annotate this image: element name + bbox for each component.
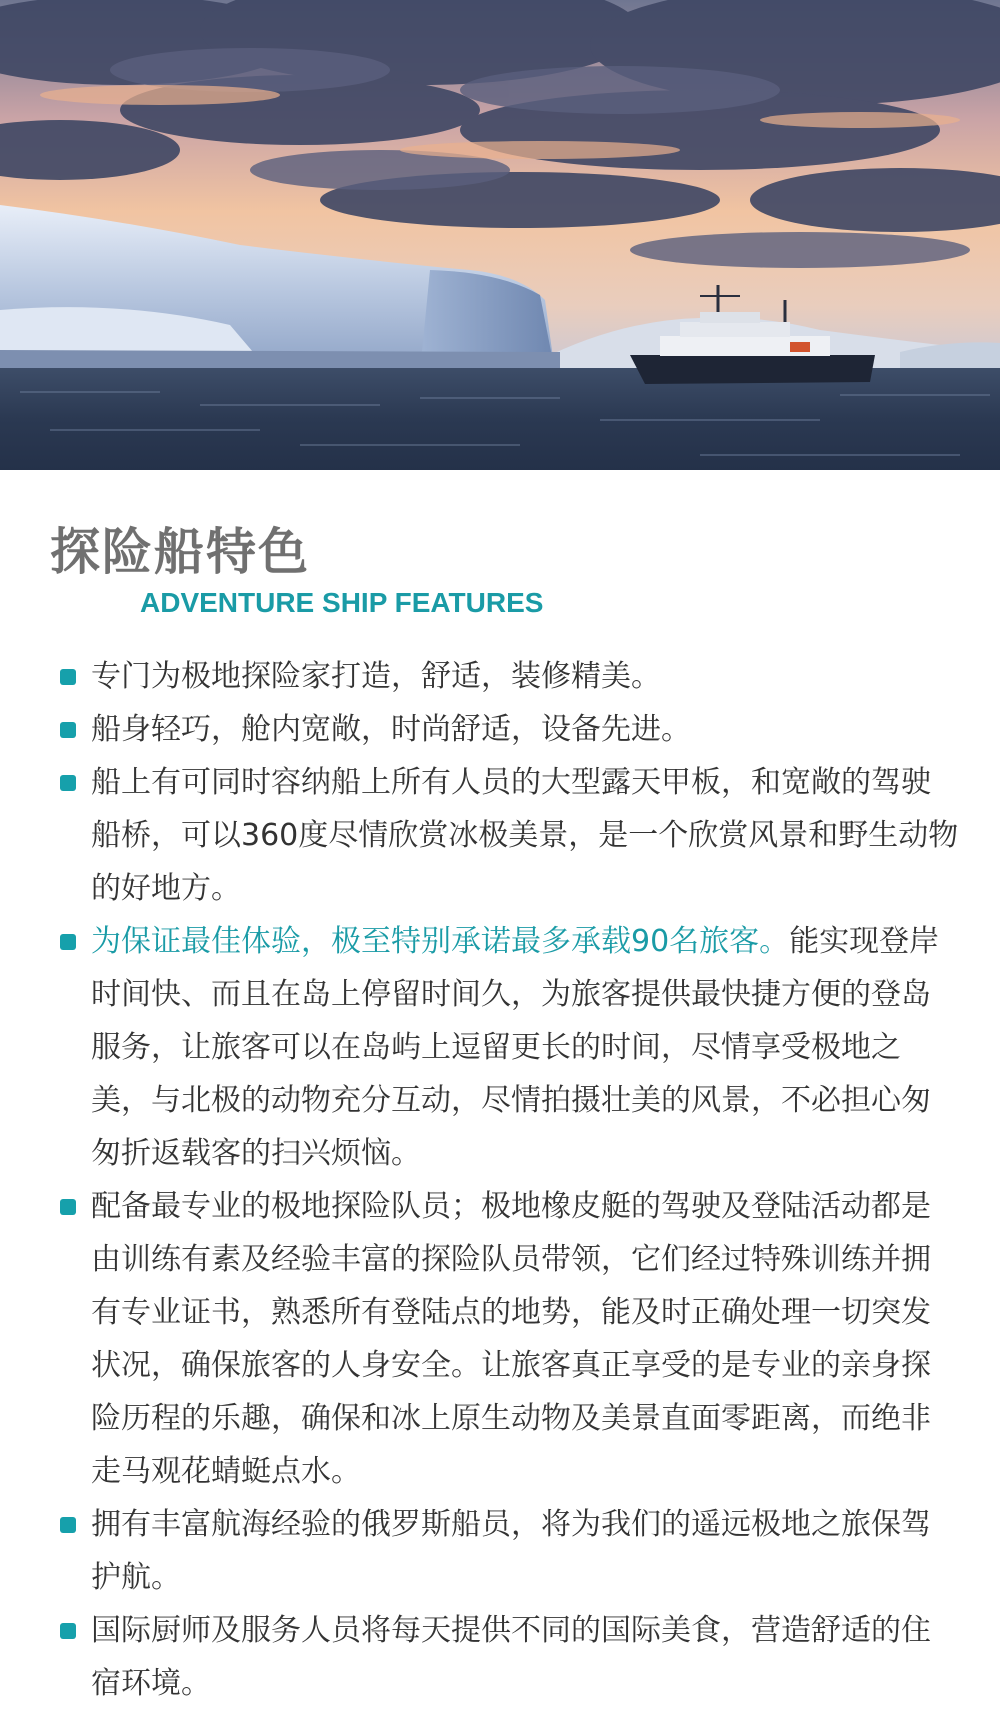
hero-image [0, 0, 1000, 470]
feature-list [60, 650, 960, 1710]
feature-text: 能实现登岸时间快、而且在岛上停留时间久，为旅客提供最快捷方便的登岛服务，让旅客可以在岛屿上逗留更长的时间，尽情享受极地之美，与北极的动物充分互动，尽情拍摄壮美的风景，不必担心匆匆折返载客的扫兴烦恼。 [91, 924, 940, 1171]
feature-text: 专门为极地探险家打造，舒适，装修精美。 [91, 659, 661, 694]
list-item [60, 650, 960, 703]
section-subtitle: ADVENTURE SHIP FEATURES [140, 587, 544, 618]
list-item [60, 1604, 960, 1710]
feature-highlight: 为保证最佳体验，极至特别承诺最多承载90名旅客。 [91, 924, 790, 959]
section-title: 探险船特色 [50, 523, 310, 581]
bullet-icon [60, 722, 76, 738]
list-item [60, 1180, 960, 1498]
bullet-icon [60, 1199, 76, 1215]
list-item [60, 915, 960, 1180]
bullet-icon [60, 775, 76, 791]
feature-text: 船身轻巧，舱内宽敞，时尚舒适，设备先进。 [91, 712, 691, 747]
bullet-icon [60, 934, 76, 950]
bullet-icon [60, 669, 76, 685]
bullet-icon [60, 1623, 76, 1639]
feature-text: 国际厨师及服务人员将每天提供不同的国际美食，营造舒适的住宿环境。 [91, 1613, 931, 1701]
list-item [60, 703, 960, 756]
list-item [60, 1498, 960, 1604]
bullet-icon [60, 1517, 76, 1533]
feature-text: 船上有可同时容纳船上所有人员的大型露天甲板，和宽敞的驾驶船桥，可以360度尽情欣赏冰极美景，是一个欣赏风景和野生动物的好地方。 [91, 765, 959, 906]
feature-text: 配备最专业的极地探险队员；极地橡皮艇的驾驶及登陆活动都是由训练有素及经验丰富的探险队员带领，它们经过特殊训练并拥有专业证书，熟悉所有登陆点的地势，能及时正确处理一切突发状况，确保旅客的人身安全。让旅客真正享受的是专业的亲身探险历程的乐趣，确保和冰上原生动物及美景直面零距离，而绝非走马观花蜻蜓点水。 [91, 1189, 931, 1489]
feature-text: 拥有丰富航海经验的俄罗斯船员，将为我们的遥远极地之旅保驾护航。 [91, 1507, 931, 1595]
list-item [60, 756, 960, 915]
